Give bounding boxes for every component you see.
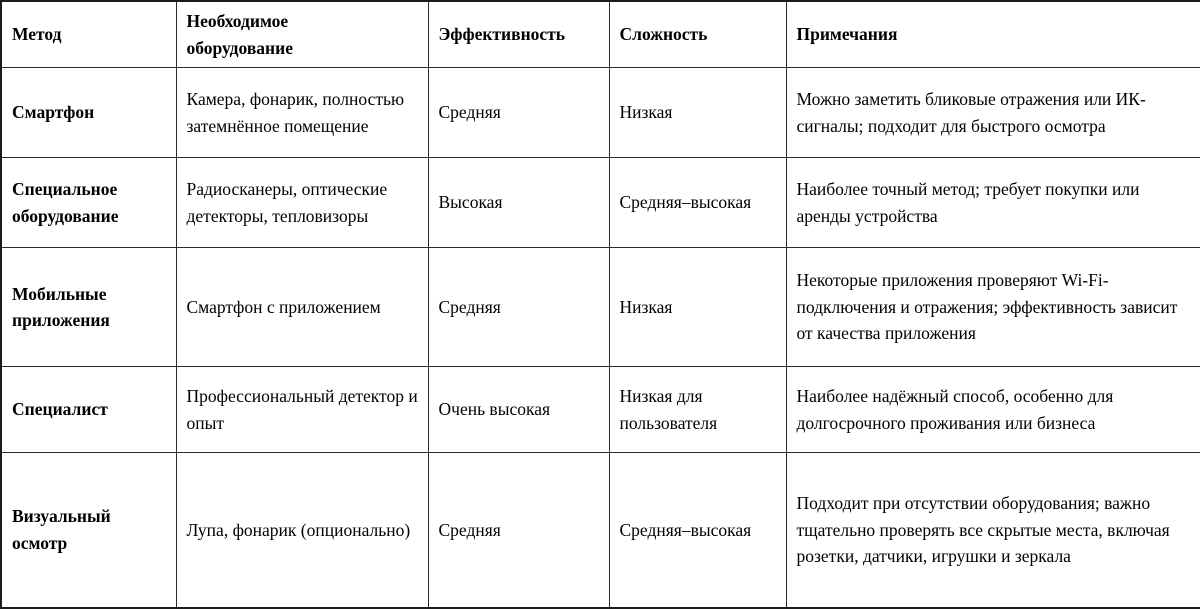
cell-difficulty: Средняя–высокая <box>609 158 786 248</box>
cell-method: Мобильные приложения <box>1 248 176 367</box>
table-header-row <box>1 1 1200 68</box>
table-row <box>1 453 1200 608</box>
cell-difficulty: Низкая для пользователя <box>609 367 786 453</box>
cell-effectiveness: Очень высокая <box>428 367 609 453</box>
cell-difficulty: Низкая <box>609 248 786 367</box>
cell-notes: Подходит при отсутствии оборудования; важно тщательно проверять все скрытые места, включая розетки, датчики, игрушки и зеркала <box>786 453 1200 608</box>
cell-equipment: Радиосканеры, оптические детекторы, тепловизоры <box>176 158 428 248</box>
table-row <box>1 248 1200 367</box>
cell-notes: Некоторые приложения проверяют Wi-Fi-подключения и отражения; эффективность зависит от качества приложения <box>786 248 1200 367</box>
cell-method: Смартфон <box>1 68 176 158</box>
table-header <box>1 1 1200 68</box>
column-header-equipment-line2: оборудование <box>186 37 293 58</box>
column-header-equipment-line1: Необходимое <box>186 11 289 31</box>
cell-difficulty: Низкая <box>609 68 786 158</box>
cell-notes: Можно заметить бликовые отражения или ИК-сигналы; подходит для быстрого осмотра <box>786 68 1200 158</box>
cell-notes: Наиболее точный метод; требует покупки или аренды устройства <box>786 158 1200 248</box>
cell-effectiveness: Средняя <box>428 453 609 608</box>
cell-effectiveness: Высокая <box>428 158 609 248</box>
cell-effectiveness: Средняя <box>428 68 609 158</box>
cell-difficulty: Средняя–высокая <box>609 453 786 608</box>
table-row <box>1 367 1200 453</box>
table-body <box>1 68 1200 608</box>
column-header-equipment <box>176 1 428 68</box>
cell-equipment: Профессиональный детектор и опыт <box>176 367 428 453</box>
table-row <box>1 68 1200 158</box>
table-row <box>1 158 1200 248</box>
cell-effectiveness: Средняя <box>428 248 609 367</box>
cell-notes: Наиболее надёжный способ, особенно для долгосрочного проживания или бизнеса <box>786 367 1200 453</box>
cell-equipment: Камера, фонарик, полностью затемнённое помещение <box>176 68 428 158</box>
column-header-difficulty: Сложность <box>609 1 786 68</box>
column-header-notes: Примечания <box>786 1 1200 68</box>
column-header-method: Метод <box>1 1 176 68</box>
cell-equipment: Смартфон с приложением <box>176 248 428 367</box>
column-header-effectiveness: Эффективность <box>428 1 609 68</box>
cell-method: Визуальный осмотр <box>1 453 176 608</box>
cell-equipment: Лупа, фонарик (опционально) <box>176 453 428 608</box>
cell-method: Специалист <box>1 367 176 453</box>
cell-method: Специальное оборудование <box>1 158 176 248</box>
